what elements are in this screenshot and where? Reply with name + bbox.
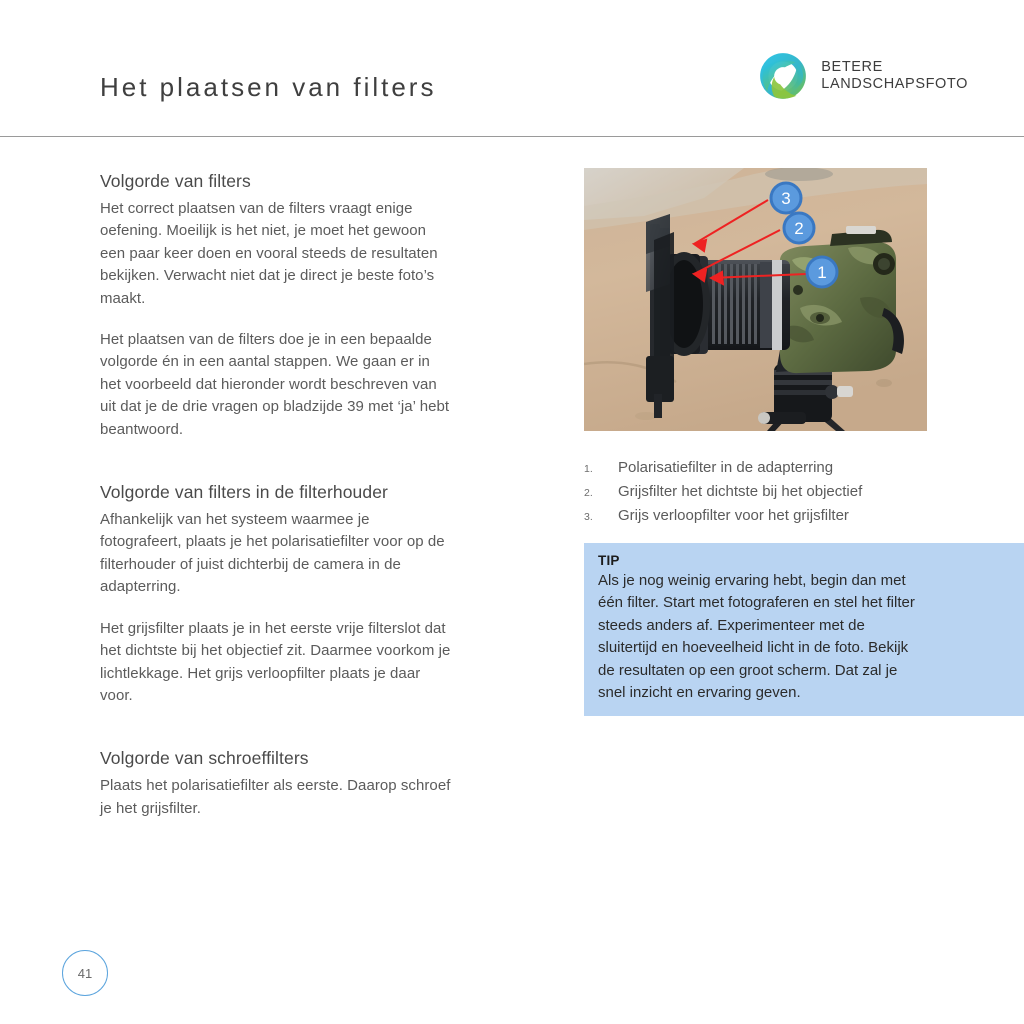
svg-text:1: 1	[817, 263, 827, 282]
brand-line-2: LANDSCHAPSFOTO	[821, 76, 968, 92]
paragraph-volgorde-intro: Het correct plaatsen van de filters vraagt enige oefening. Moeilijk is het niet, je moet het gewoon een paar keer doen en vooral steeds de resultaten bekijken. Verwacht niet dat je direct je beste foto’s maakt.	[100, 200, 438, 307]
page-number-badge	[62, 950, 108, 996]
svg-text:3: 3	[781, 189, 791, 208]
paragraph-schroeffilters: Plaats het polarisatiefilter als eerste. Daarop schroef je het grijsfilter.	[100, 777, 451, 817]
camera-filter-photo	[584, 168, 927, 431]
section-heading-filterhouder: Volgorde van filters in de filterhouder	[100, 482, 388, 503]
left-text-column	[100, 170, 452, 820]
tip-label: TIP	[598, 553, 620, 568]
page-number-value: 41	[77, 965, 93, 981]
filter-order-list	[584, 457, 984, 528]
tip-text: Als je nog weinig ervaring hebt, begin dan met één filter. Start met fotograferen en stel het filter steeds anders af. Experimenteer met de sluitertijd en hoeveelheid licht in de foto. Bekijk de resultaten op een groot scherm. Dat zal je snel inzicht en ervaring geven.	[598, 572, 915, 702]
svg-text:2: 2	[794, 219, 804, 238]
tip-callout-box	[584, 543, 1024, 716]
section-spacer-2	[100, 707, 452, 747]
list-item-number: 3.	[584, 511, 593, 523]
list-item-number: 2.	[584, 487, 593, 499]
list-item	[584, 481, 984, 504]
brand-line-1: BETERE	[821, 59, 883, 75]
page-header	[0, 0, 1024, 136]
list-item-label: Grijsfilter het dichtste bij het objectief	[618, 483, 863, 500]
list-item-label: Polarisatiefilter in de adapterring	[618, 459, 834, 476]
list-item	[584, 505, 984, 528]
list-item-label: Grijs verloopfilter voor het grijsfilter	[618, 507, 849, 524]
page-title: Het plaatsen van filters	[100, 72, 437, 102]
right-content-column	[584, 168, 1024, 529]
swirl-aperture-logo-icon	[757, 50, 809, 102]
section-heading-volgorde-van-filters: Volgorde van filters	[100, 171, 251, 191]
brand-logo	[757, 50, 968, 102]
list-item-number: 1.	[584, 463, 593, 475]
header-divider	[0, 136, 1024, 137]
section-spacer-1	[100, 441, 452, 481]
section-heading-schroeffilters: Volgorde van schroeffilters	[100, 748, 309, 769]
paragraph-filterhouder-systeem: Afhankelijk van het systeem waarmee je fotografeert, plaats je het polarisatiefilter voor op de filterhouder of juist dichterbij de camera in de adapterring.	[100, 511, 445, 596]
paragraph-filterhouder-grijsfilter: Het grijsfilter plaats je in het eerste vrije filterslot dat het dichtste bij het objectief zit. Daarmee voorkom je lichtlekkage. Het grijs verloopfilter plaats je daar voor.	[100, 619, 451, 704]
paragraph-volgorde-stappen: Het plaatsen van de filters doe je in een bepaalde volgorde én in een aantal stappen. We gaan er in het voorbeeld dat hieronder wordt beschreven van uit dat je de drie vragen op bladzijde 39 met ‘ja’ hebt beantwoord.	[100, 331, 450, 438]
brand-text	[821, 59, 968, 93]
list-item	[584, 457, 984, 480]
